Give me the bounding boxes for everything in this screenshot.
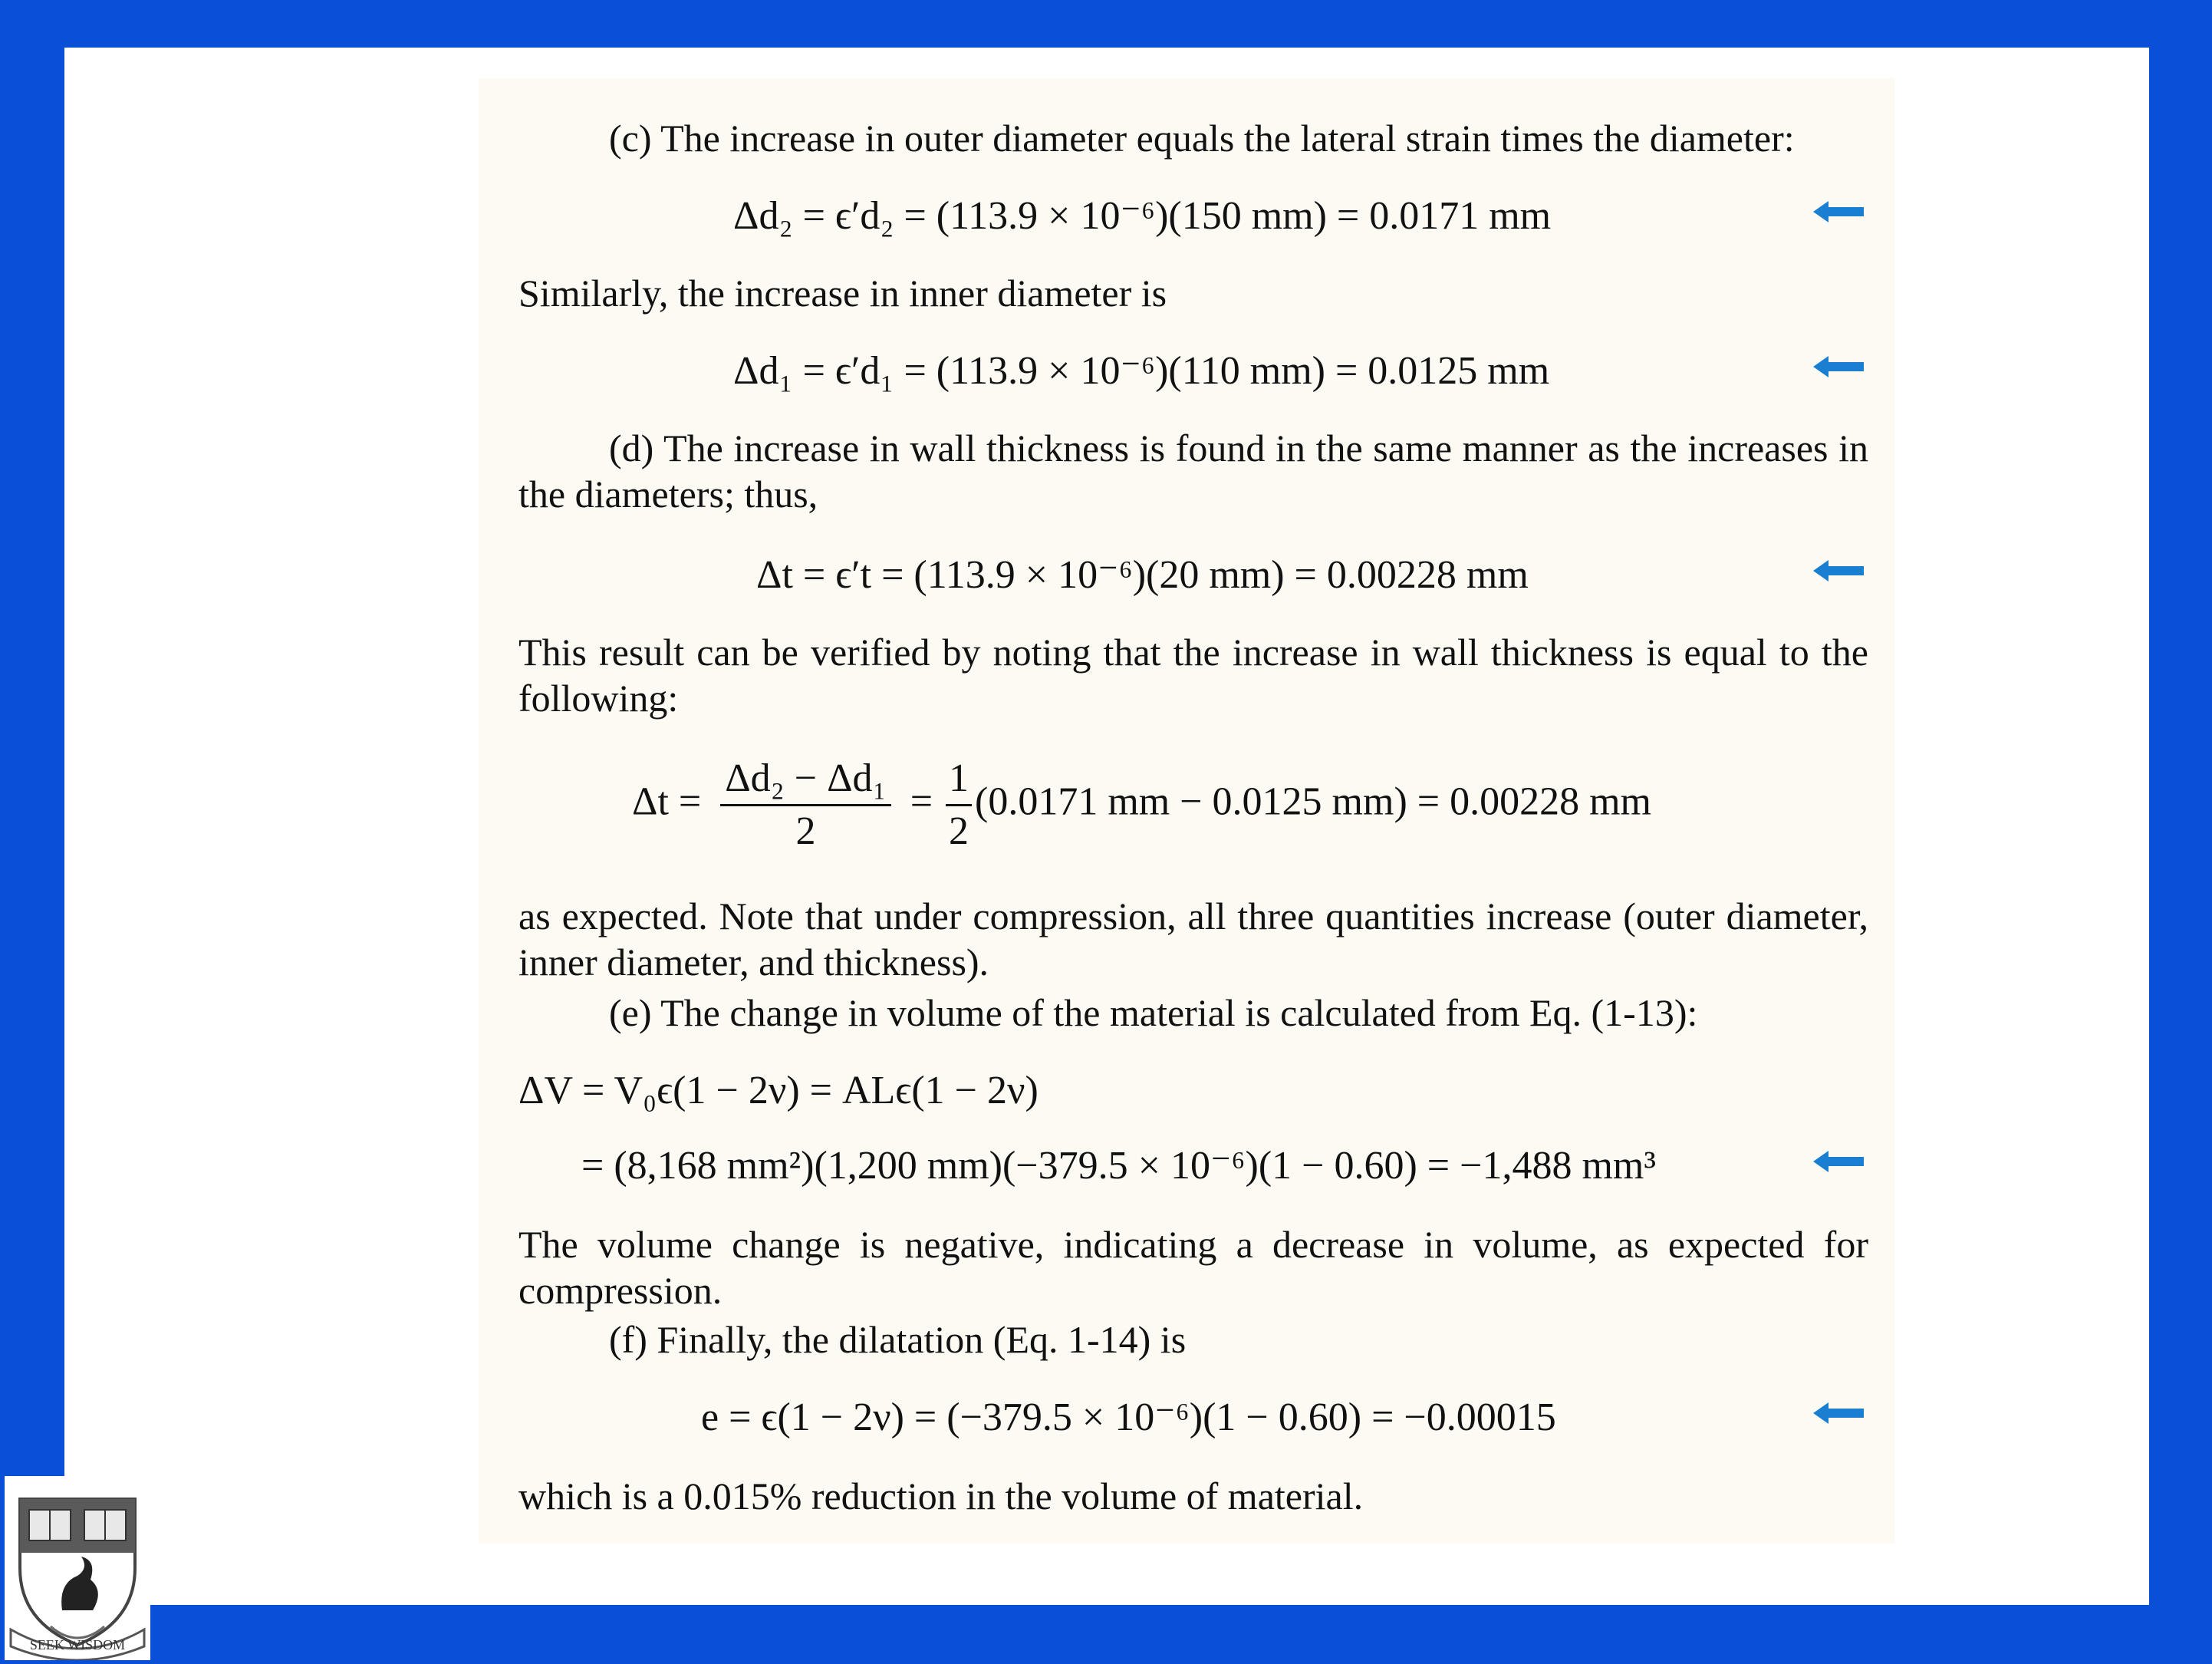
left-arrow-icon: [1813, 1401, 1864, 1425]
equation-delta-d2: Δd₂ = ϵ′d₂ = (113.9 × 10⁻⁶)(150 mm) = 0.0171 mm: [733, 194, 1552, 238]
paragraph-final: which is a 0.015% reduction in the volume of material.: [518, 1475, 1364, 1517]
paragraph-c: (c) The increase in outer diameter equals the lateral strain times the diameter:: [609, 117, 1795, 160]
equation-delta-d1: Δd₁ = ϵ′d₁ = (113.9 × 10⁻⁶)(110 mm) = 0.0125 mm: [733, 349, 1550, 393]
eq4-equals: =: [910, 779, 933, 824]
crest-motto: SEEK WISDOM: [29, 1637, 126, 1652]
slide-page: [64, 48, 2149, 1605]
paragraph-negative: The volume change is negative, indicating a decrease in volume, as expected for compression.: [518, 1223, 1868, 1312]
fraction-delta-d: [720, 753, 890, 857]
equation-delta-t: Δt = ϵ′t = (113.9 × 10⁻⁶)(20 mm) = 0.00228 mm: [756, 553, 1529, 597]
paragraph-f: (f) Finally, the dilatation (Eq. 1-14) is: [609, 1318, 1187, 1361]
fraction-half: [946, 753, 972, 857]
fraction-numerator: Δd₂ − Δd₁: [720, 753, 890, 806]
paragraph-expected: as expected. Note that under compression, all three quantities increase (outer diameter, inner diameter, and thickness).: [518, 895, 1868, 984]
equation-delta-v: ΔV = V₀ϵ(1 − 2ν) = ALϵ(1 − 2ν): [518, 1069, 1039, 1112]
university-crest-icon: [5, 1476, 150, 1660]
equation-dilatation: e = ϵ(1 − 2ν) = (−379.5 × 10⁻⁶)(1 − 0.60) = −0.00015: [701, 1395, 1556, 1439]
left-arrow-icon: [1813, 199, 1864, 224]
fraction-denominator: 2: [949, 809, 969, 853]
left-arrow-icon: [1813, 559, 1864, 583]
paragraph-verify: This result can be verified by noting that the increase in wall thickness is equal to the following:: [518, 631, 1868, 720]
textbook-scan: [479, 78, 1894, 1544]
equation-delta-t-check: [632, 753, 1651, 857]
eq4-lhs: Δt =: [632, 779, 702, 824]
paragraph-similarly: Similarly, the increase in inner diameter is: [518, 272, 1167, 315]
paragraph-d: (d) The increase in wall thickness is found in the same manner as the increases in the diameters; thus,: [518, 427, 1868, 516]
fraction-denominator: 2: [795, 809, 816, 853]
left-arrow-icon: [1813, 354, 1864, 379]
fraction-numerator: 1: [946, 753, 972, 806]
equation-delta-v-value: = (8,168 mm²)(1,200 mm)(−379.5 × 10⁻⁶)(1 − 0.60) = −1,488 mm³: [581, 1144, 1656, 1188]
left-arrow-icon: [1813, 1149, 1864, 1174]
eq4-rest: (0.0171 mm − 0.0125 mm) = 0.00228 mm: [975, 779, 1651, 824]
paragraph-e: (e) The change in volume of the material is calculated from Eq. (1-13):: [609, 991, 1698, 1034]
